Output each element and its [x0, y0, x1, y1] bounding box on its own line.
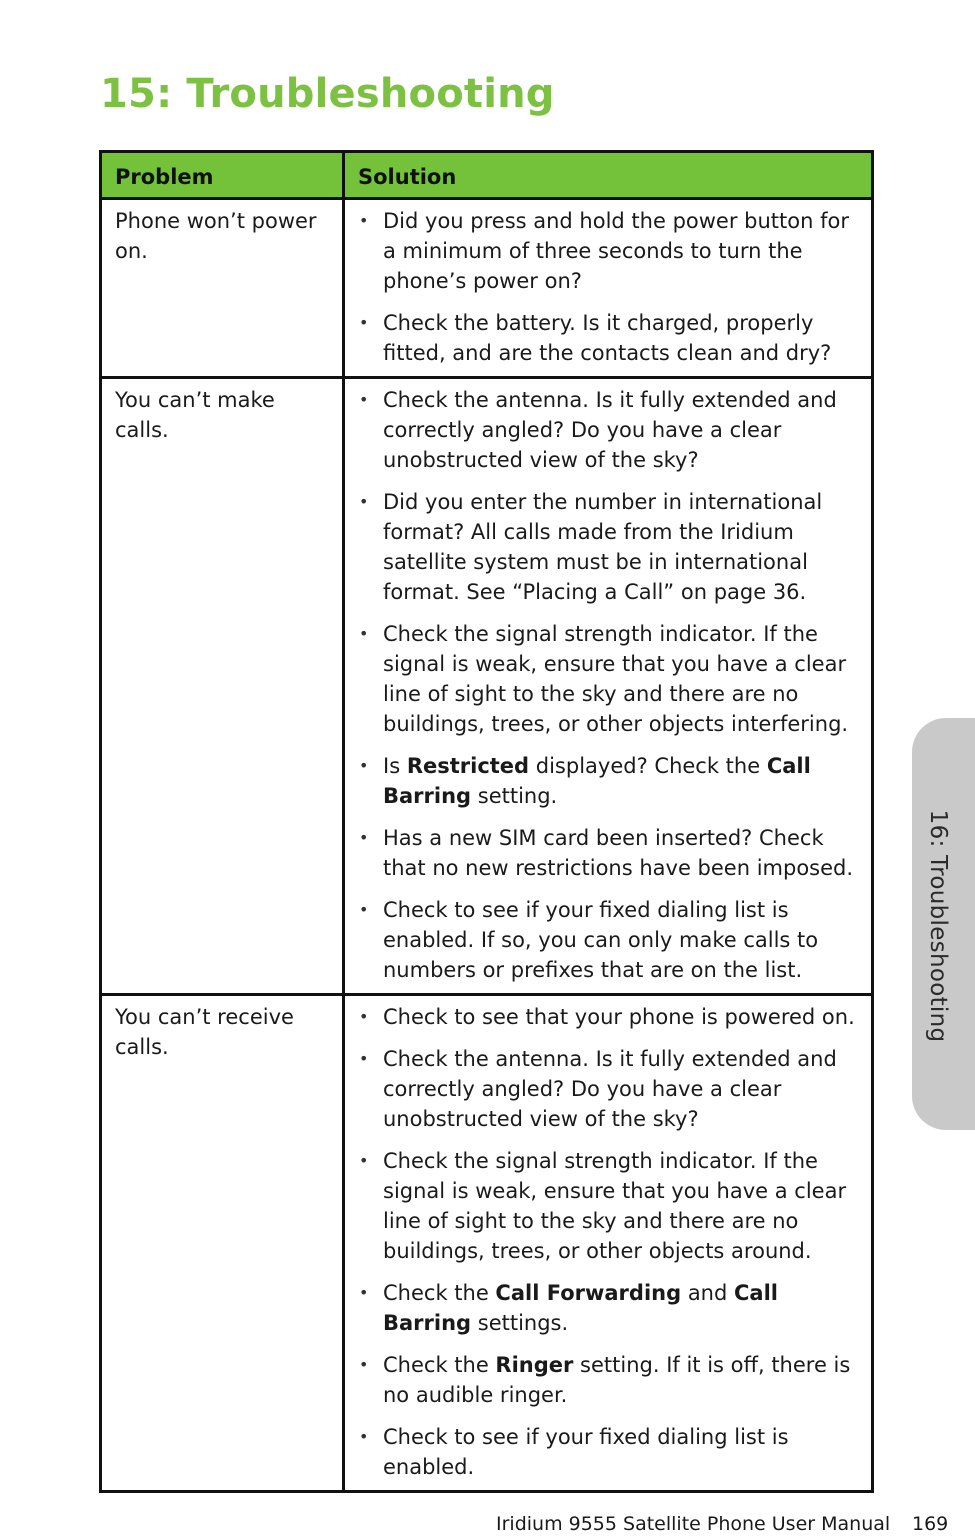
bullet-icon: • [359, 211, 369, 230]
bullet-icon: • [359, 1283, 369, 1302]
solution-list [357, 206, 861, 368]
solution-text: Did you press and hold the power button for a minimum of three seconds to turn the phone’s power on? [383, 209, 849, 293]
problem-cell: You can’t make calls. [101, 378, 344, 995]
solution-list [357, 385, 861, 985]
solution-item [357, 619, 861, 739]
solution-item [357, 1146, 861, 1266]
solution-cell [344, 995, 873, 1492]
solution-text: Check the signal strength indicator. If the signal is weak, ensure that you have a clear line of sight to the sky and there are no buildings, trees, or other objects interfering. [383, 622, 849, 736]
setting-name: Ringer [495, 1353, 574, 1377]
solution-text: displayed? Check the [529, 754, 767, 778]
bullet-icon: • [359, 313, 369, 332]
solution-item [357, 308, 861, 368]
setting-name: Call Barring [383, 754, 811, 808]
bullet-icon: • [359, 1355, 369, 1374]
solution-item [357, 1422, 861, 1482]
bullet-icon: • [359, 756, 369, 775]
footer-manual-title: Iridium 9555 Satellite Phone User Manual [496, 1513, 891, 1535]
problem-column-header: Problem [101, 152, 344, 199]
solution-item [357, 1278, 861, 1338]
solution-text: Check the antenna. Is it fully extended and correctly angled? Do you have a clear unobstructed view of the sky? [383, 1047, 837, 1131]
solution-text: Did you enter the number in international format? All calls made from the Iridium satellite system must be in international format. See “Placing a Call” on page 36. [383, 490, 823, 604]
bullet-icon: • [359, 492, 369, 511]
problem-cell: Phone won’t power on. [101, 199, 344, 378]
solution-text: Check the [383, 1353, 496, 1377]
bullet-icon: • [359, 1151, 369, 1170]
solution-item [357, 487, 861, 607]
solution-item [357, 895, 861, 985]
troubleshooting-table [99, 150, 874, 1493]
solution-column-header: Solution [344, 152, 873, 199]
page-number: 169 [912, 1513, 949, 1535]
table-header-row [101, 152, 873, 199]
table-row [101, 199, 873, 378]
setting-name: Call Forwarding [495, 1281, 682, 1305]
solution-item [357, 206, 861, 296]
solution-cell [344, 199, 873, 378]
solution-text: Is [383, 754, 407, 778]
chapter-side-tab-label: 16: Troubleshooting [925, 809, 951, 1043]
bullet-icon: • [359, 624, 369, 643]
bullet-icon: • [359, 900, 369, 919]
bullet-icon: • [359, 1049, 369, 1068]
solution-text: Check the [383, 1281, 496, 1305]
solution-list [357, 1002, 861, 1482]
bullet-icon: • [359, 1007, 369, 1026]
problem-cell: You can’t receive calls. [101, 995, 344, 1492]
solution-text: Check the battery. Is it charged, properly fitted, and are the contacts clean and dry? [383, 311, 832, 365]
solution-text: Check the antenna. Is it fully extended and correctly angled? Do you have a clear unobstructed view of the sky? [383, 388, 837, 472]
bullet-icon: • [359, 1427, 369, 1446]
setting-name: Call Barring [383, 1281, 778, 1335]
solution-text: and [681, 1281, 734, 1305]
solution-item [357, 385, 861, 475]
table-body [101, 199, 873, 1492]
solution-item [357, 823, 861, 883]
table-row [101, 378, 873, 995]
solution-text: Check to see if your fixed dialing list is enabled. If so, you can only make calls to numbers or prefixes that are on the list. [383, 898, 819, 982]
solution-text: setting. [471, 784, 558, 808]
solution-item [357, 1350, 861, 1410]
solution-text: Check to see that your phone is powered on. [383, 1005, 855, 1029]
solution-cell [344, 378, 873, 995]
solution-text: Check to see if your fixed dialing list is enabled. [383, 1425, 789, 1479]
solution-item [357, 1044, 861, 1134]
solution-text: Check the signal strength indicator. If the signal is weak, ensure that you have a clear line of sight to the sky and there are no buildings, trees, or other objects around. [383, 1149, 847, 1263]
bullet-icon: • [359, 828, 369, 847]
setting-name: Restricted [406, 754, 530, 778]
solution-item [357, 1002, 861, 1032]
page-title: 15: Troubleshooting [100, 71, 555, 117]
solution-text: settings. [471, 1311, 569, 1335]
bullet-icon: • [359, 390, 369, 409]
solution-item [357, 751, 861, 811]
solution-text: Has a new SIM card been inserted? Check that no new restrictions have been imposed. [383, 826, 854, 880]
table-row [101, 995, 873, 1492]
solution-text: setting. If it is off, there is no audible ringer. [383, 1353, 851, 1407]
